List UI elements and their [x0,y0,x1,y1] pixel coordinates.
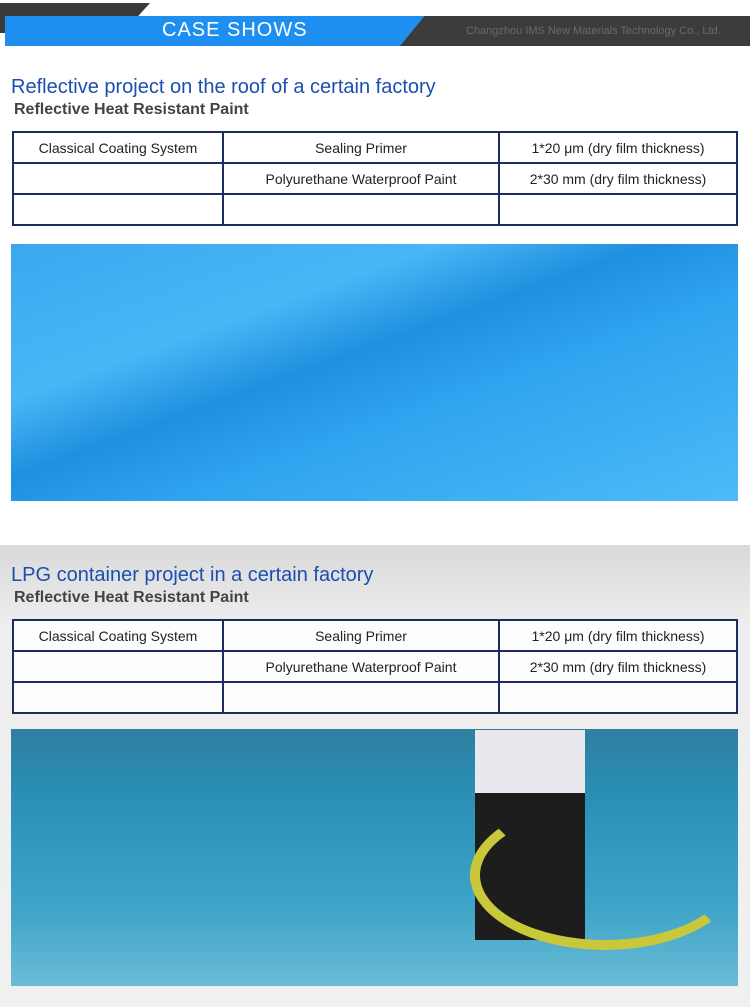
hose-figure [470,800,740,950]
table-cell: 1*20 μm (dry film thickness) [499,132,737,163]
table-row [13,163,737,194]
table-row [13,620,737,651]
table-cell: Sealing Primer [223,132,499,163]
table-cell [13,682,223,713]
coating-table-2 [12,619,738,714]
table-cell [499,682,737,713]
table-cell: Classical Coating System [13,132,223,163]
company-name: Changzhou IMS New Materials Technology Co., Ltd. [466,25,721,37]
table-row [13,132,737,163]
table-cell: 2*30 mm (dry film thickness) [499,163,737,194]
table-cell: Sealing Primer [223,620,499,651]
table-cell [13,163,223,194]
table-row [13,682,737,713]
table-cell: Classical Coating System [13,620,223,651]
section-2-subtitle: Reflective Heat Resistant Paint [14,589,249,606]
table-cell [13,651,223,682]
table-cell [223,194,499,225]
roof-project-photo [11,244,738,501]
table-cell: 2*30 mm (dry film thickness) [499,651,737,682]
table-row [13,651,737,682]
coating-table-1 [12,131,738,226]
table-cell [499,194,737,225]
section-2-title: LPG container project in a certain factory [11,564,374,586]
section-1-subtitle: Reflective Heat Resistant Paint [14,101,249,118]
section-1-title: Reflective project on the roof of a certain factory [11,76,436,98]
table-cell [13,194,223,225]
table-cell [223,682,499,713]
table-cell: Polyurethane Waterproof Paint [223,163,499,194]
table-row [13,194,737,225]
table-cell: Polyurethane Waterproof Paint [223,651,499,682]
table-cell: 1*20 μm (dry film thickness) [499,620,737,651]
case-shows-title: CASE SHOWS [162,19,308,41]
